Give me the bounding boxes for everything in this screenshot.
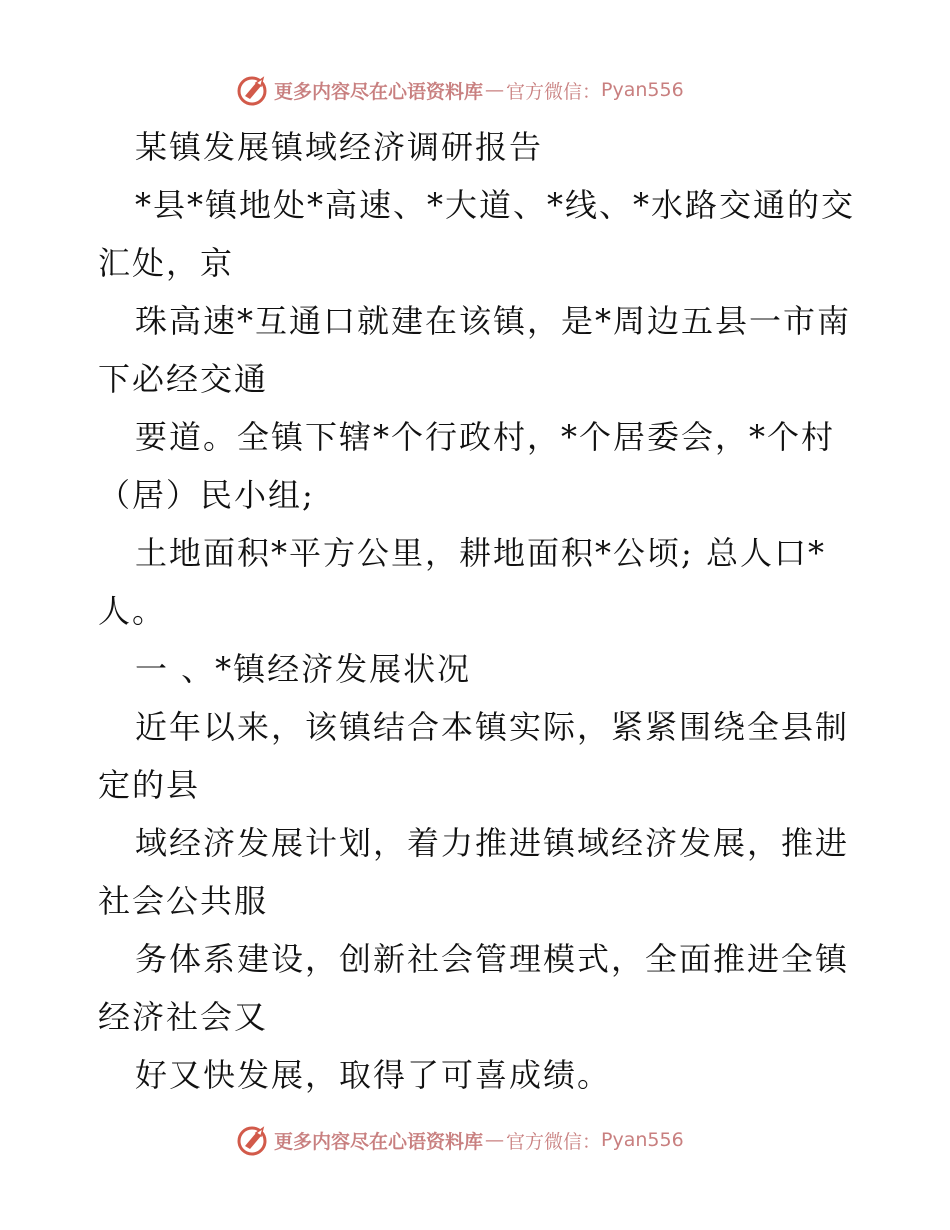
document-line: *县*镇地处*高速、*大道、*线、*水路交通的交 <box>135 186 856 224</box>
watermark-separator: — <box>485 79 505 101</box>
document-line: 汇处，京 <box>98 244 235 282</box>
document-line: 近年以来，该镇结合本镇实际，紧紧围绕全县制 <box>135 708 850 746</box>
watermark-wechat-id: Pyan556 <box>601 79 684 101</box>
document-line: 社会公共服 <box>98 882 269 920</box>
pen-nib-circle-logo-icon <box>236 74 268 106</box>
watermark-site-text: 更多内容尽在心语资料库 <box>274 80 484 103</box>
document-body <box>98 118 858 1104</box>
watermark-label: 官方微信： <box>506 80 602 103</box>
document-line: 好又快发展，取得了可喜成绩。 <box>135 1056 612 1094</box>
document-line: 定的县 <box>98 766 201 804</box>
watermark-wechat-id: Pyan556 <box>601 1129 684 1151</box>
document-line: 经济社会又 <box>98 998 269 1036</box>
watermark-footer <box>236 1122 684 1158</box>
document-line: 土地面积*平方公里，耕地面积*公顷; 总人口* <box>135 534 826 572</box>
watermark-header <box>236 72 684 108</box>
document-line: 要道。全镇下辖*个行政村，*个居委会，*个村 <box>135 418 836 456</box>
document-line: 珠高速*互通口就建在该镇，是*周边五县一市南 <box>135 302 852 340</box>
watermark-separator: — <box>485 1129 505 1151</box>
document-line: 域经济发展计划，着力推进镇域经济发展，推进 <box>135 824 850 862</box>
section-heading: 一 、*镇经济发展状况 <box>135 650 472 688</box>
document-line: 人。 <box>98 592 167 630</box>
document-title: 某镇发展镇域经济调研报告 <box>135 128 544 166</box>
document-line: 务体系建设，创新社会管理模式，全面推进全镇 <box>135 940 850 978</box>
watermark-label: 官方微信： <box>506 1130 602 1153</box>
document-line: （居）民小组; <box>98 476 315 514</box>
pen-nib-circle-logo-icon <box>236 1124 268 1156</box>
document-line: 下必经交通 <box>98 360 269 398</box>
watermark-site-text: 更多内容尽在心语资料库 <box>274 1130 484 1153</box>
